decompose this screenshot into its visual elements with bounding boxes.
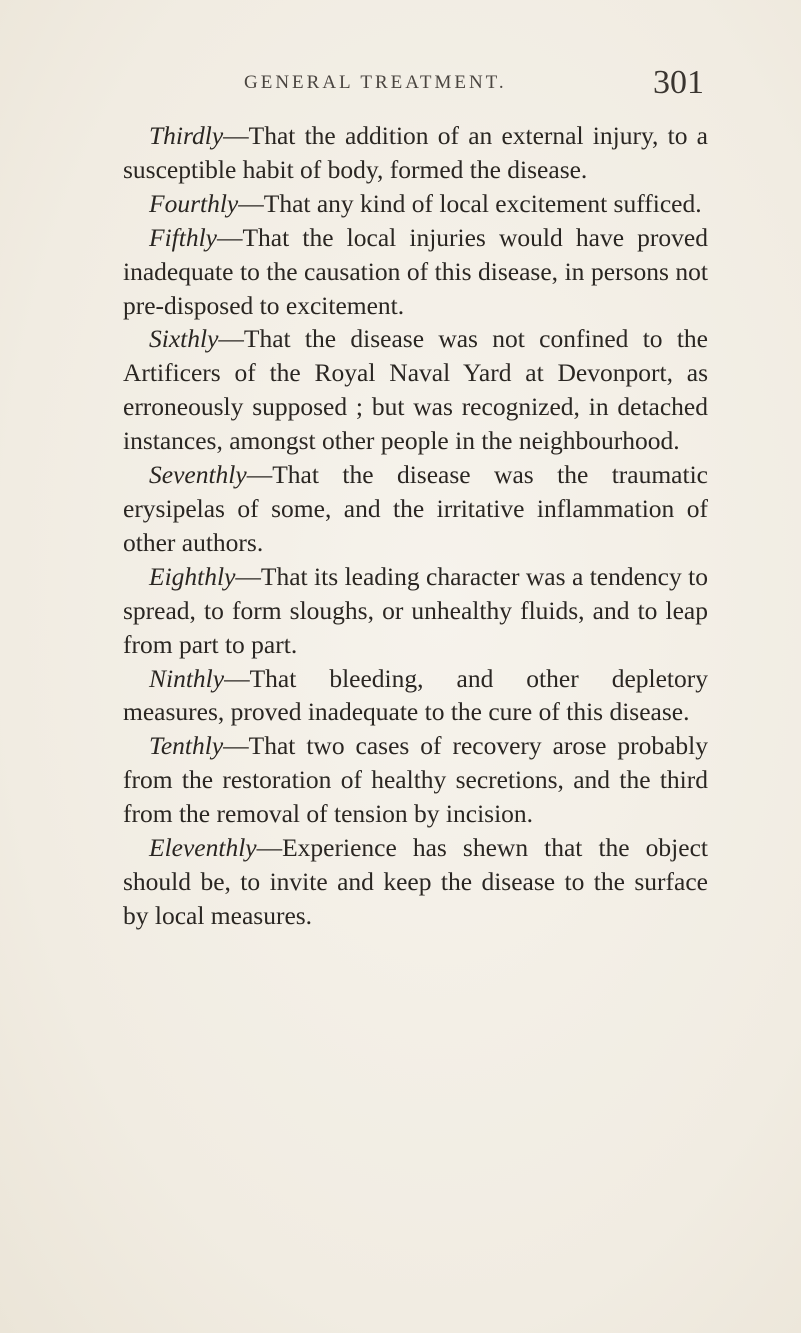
paragraph-text: —That bleeding, and other depletory measures, proved inadequate to the cure of this disease. [123,663,708,727]
page-number: 301 [653,64,704,101]
paragraph-tenthly [123,729,708,831]
paragraph-ninthly [123,662,708,730]
paragraph-lead: Ninthly [149,663,225,693]
paragraph-text: —That the disease was the traumatic erysipelas of some, and the irritative inflammation of other authors. [123,460,708,557]
paragraph-thirdly [123,119,708,187]
paragraph-sixthly [123,322,708,458]
paragraph-lead: Sixthly [149,324,219,354]
paragraph-fourthly [123,187,708,221]
paragraph-text: —That the addition of an external injury, to a susceptible habit of body, formed the disease. [123,121,708,184]
running-header [0,64,801,104]
paragraph-text: —Experience has shewn that the object should be, to invite and keep the disease to the surface by local measures. [123,833,708,930]
paragraph-lead: Eleventhly [149,833,257,863]
paragraph-fifthly [123,221,708,323]
paragraph-text: —That the disease was not confined to the Artificers of the Royal Naval Yard at Devonport, as erroneously supposed ; but was recognized, in detached instances, amongst other people in the neighbourhood. [123,324,708,456]
paragraph-lead: Fourthly [149,188,239,218]
paragraph-text: —That any kind of local excitement sufficed. [238,188,702,218]
paragraph-lead: Seventhly [149,460,247,490]
running-header-title: GENERAL TREATMENT. [244,72,507,93]
paragraph-text: —That its leading character was a tendency to spread, to form sloughs, or unhealthy fluids, and to leap from part to part. [123,561,708,659]
paragraph-text: —That the local injuries would have proved inadequate to the causation of this disease, in persons not pre-disposed to excitement. [123,222,708,320]
body-text [123,119,708,933]
paragraph-lead: Tenthly [149,731,224,761]
paragraph-lead: Eighthly [149,561,236,591]
paragraph-text: —That two cases of recovery arose probably from the restoration of healthy secretions, and the third from the removal of tension by incision. [123,731,708,829]
paragraph-lead: Fifthly [149,222,217,252]
paragraph-eighthly [123,560,708,662]
paragraph-eleventhly [123,831,708,933]
paragraph-lead: Thirdly [149,121,224,150]
paragraph-seventhly [123,458,708,560]
